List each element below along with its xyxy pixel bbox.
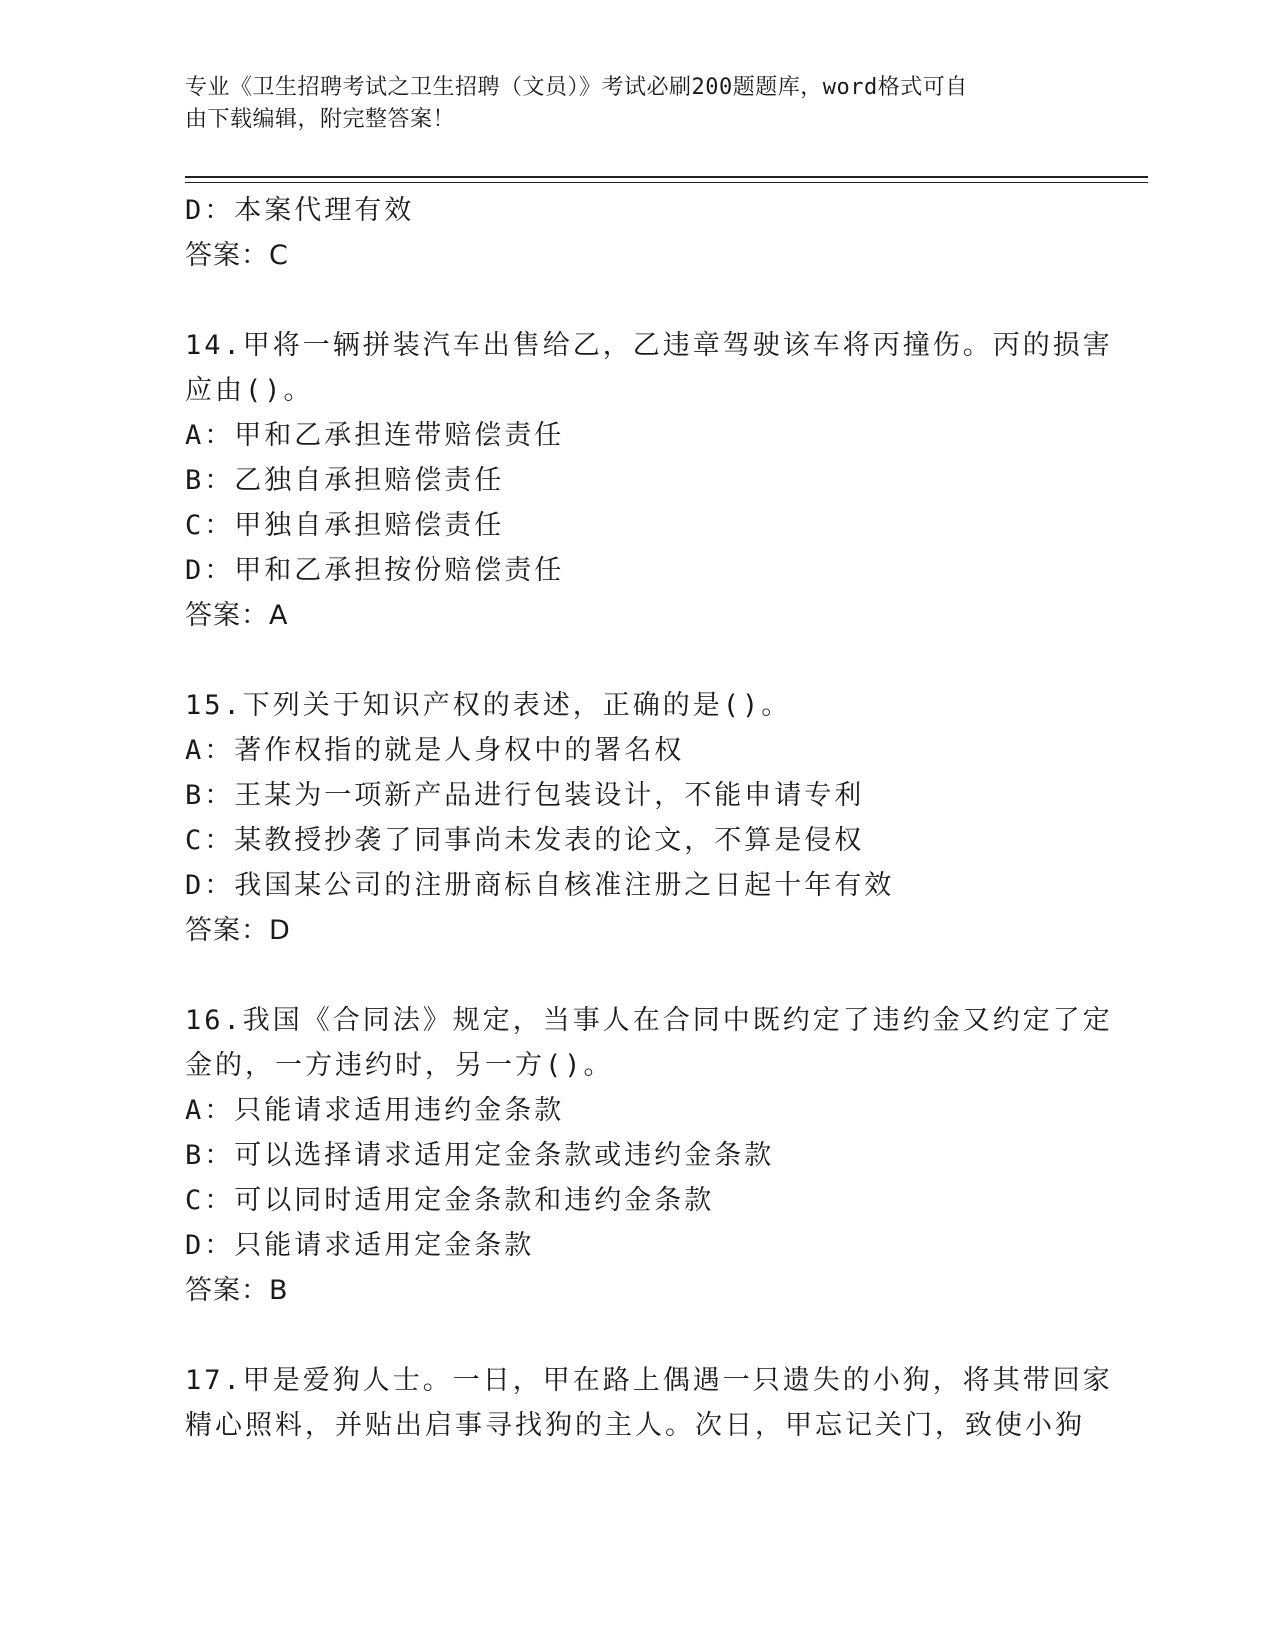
header-line-2: 由下载编辑，附完整答案！	[185, 107, 456, 132]
header-line-1: 专业《卫生招聘考试之卫生招聘（文员）》考试必刷200题题库，word格式可自	[185, 75, 968, 100]
question-list	[185, 188, 1113, 1448]
option-d: D：我国某公司的注册商标自核准注册之日起十年有效	[185, 870, 895, 901]
prev-option-d: D：本案代理有效	[185, 195, 415, 226]
option-c: C：甲独自承担赔偿责任	[185, 510, 505, 541]
question-stem: 15.下列关于知识产权的表述，正确的是()。	[185, 690, 792, 721]
question-stem: 17.甲是爱狗人士。一日，甲在路上偶遇一只遗失的小狗，将其带回家	[185, 1365, 1113, 1396]
page-header	[185, 72, 1065, 136]
header-rule-thick	[185, 176, 1148, 178]
option-b: B：乙独自承担赔偿责任	[185, 465, 505, 496]
option-c: C：某教授抄袭了同事尚未发表的论文，不算是侵权	[185, 825, 865, 856]
question-16	[185, 998, 1113, 1313]
option-a: A：著作权指的就是人身权中的署名权	[185, 735, 685, 766]
question-stem-cont: 金的，一方违约时，另一方()。	[185, 1050, 614, 1081]
question-stem: 14.甲将一辆拼装汽车出售给乙，乙违章驾驶该车将丙撞伤。丙的损害	[185, 330, 1113, 361]
option-a: A：只能请求适用违约金条款	[185, 1095, 565, 1126]
answer: 答案：A	[185, 600, 289, 631]
option-d: D：只能请求适用定金条款	[185, 1230, 535, 1261]
header-rule-thin	[185, 182, 1148, 183]
question-14	[185, 323, 1113, 638]
option-c: C：可以同时适用定金条款和违约金条款	[185, 1185, 715, 1216]
answer: 答案：D	[185, 915, 291, 946]
question-stem: 16.我国《合同法》规定，当事人在合同中既约定了违约金又约定了定	[185, 1005, 1113, 1036]
option-a: A：甲和乙承担连带赔偿责任	[185, 420, 565, 451]
question-stem-cont: 应由()。	[185, 375, 314, 406]
question-stem-cont: 精心照料，并贴出启事寻找狗的主人。次日，甲忘记关门，致使小狗	[185, 1410, 1085, 1441]
option-b: B：可以选择请求适用定金条款或违约金条款	[185, 1140, 775, 1171]
option-b: B：王某为一项新产品进行包装设计，不能申请专利	[185, 780, 865, 811]
answer: 答案：B	[185, 1275, 289, 1306]
question-17	[185, 1358, 1113, 1448]
prev-answer: 答案：C	[185, 240, 289, 271]
question-15	[185, 683, 1085, 953]
option-d: D：甲和乙承担按份赔偿责任	[185, 555, 565, 586]
